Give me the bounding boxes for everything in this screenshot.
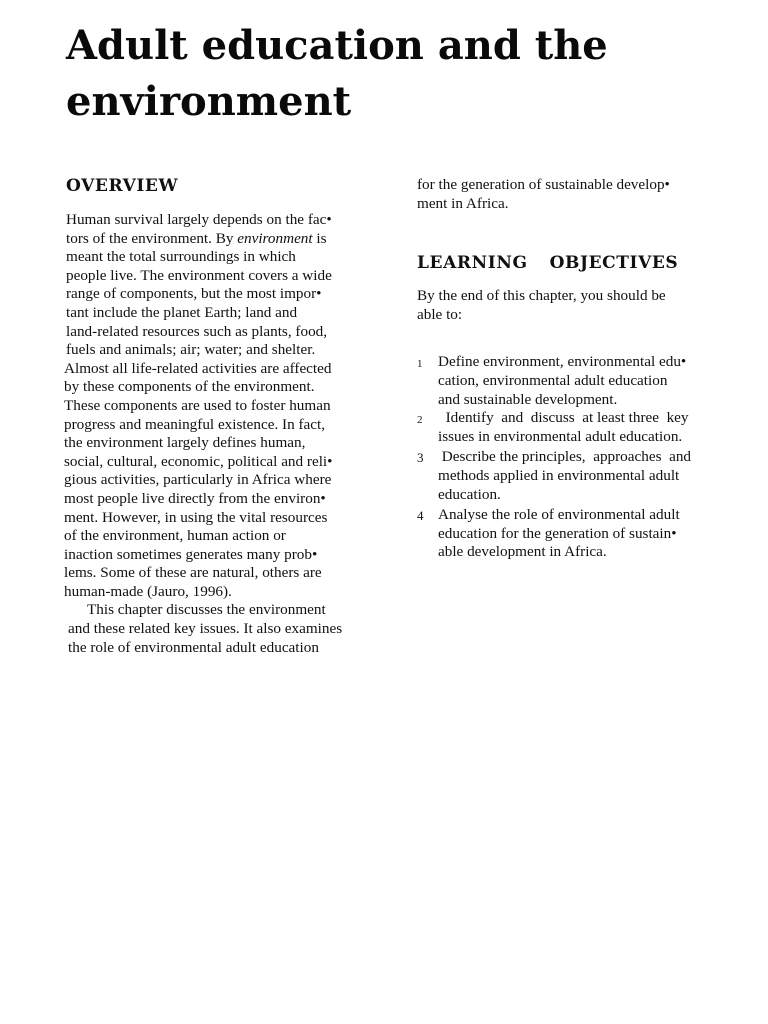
learning-objectives-heading: [417, 251, 735, 275]
text-line: By the end of this chapter, you should be: [417, 287, 666, 305]
text-line: education.: [438, 485, 501, 503]
text-line: [66, 230, 384, 249]
text-line: meant the total surroundings in which: [66, 248, 296, 266]
text-line: methods applied in environmental adult: [438, 466, 680, 484]
text-line: human-made (Jauro, 1996).: [64, 582, 232, 600]
text-line: ment in Africa.: [417, 194, 509, 212]
overview-heading: OVERVIEW: [66, 176, 179, 196]
right-column: [417, 176, 735, 562]
text-line: and these related key issues. It also examines: [68, 620, 343, 638]
text-line: able development in Africa.: [438, 543, 607, 561]
text-line: progress and meaningful existence. In fact,: [64, 415, 326, 433]
text-line: education for the generation of sustain•: [438, 524, 677, 542]
text-line: issues in environmental adult education.: [438, 427, 683, 445]
text-line: land-related resources such as plants, food,: [66, 322, 328, 340]
text-line: the role of environmental adult education: [68, 638, 319, 656]
text-line: most people live directly from the environ•: [64, 489, 326, 507]
chapter-title-line-1: Adult education and the: [66, 22, 608, 69]
objective-item: [417, 353, 735, 409]
text-line: Almost all life-related activities are affected: [64, 359, 332, 377]
text-line: of the environment, human action or: [64, 527, 286, 545]
objective-item: [417, 448, 735, 504]
left-column: [66, 174, 384, 657]
text-line: gious activities, particularly in Africa where: [64, 471, 332, 489]
objective-item: [417, 506, 735, 562]
objectives-intro: [417, 287, 735, 324]
objectives-list: [417, 353, 735, 562]
objective-number: 4: [417, 508, 424, 524]
objective-item: [417, 409, 735, 446]
text-line: lems. Some of these are natural, others are: [64, 564, 322, 582]
text-line: Identify and discuss at least three key: [438, 409, 689, 427]
text-line: Define environment, environmental edu•: [438, 353, 687, 371]
text-line: Analyse the role of environmental adult: [438, 506, 680, 524]
text-line: cation, environmental adult education: [438, 371, 668, 389]
text-segment: tors of the environment. By: [66, 229, 238, 247]
text-line: people live. The environment covers a wide: [66, 266, 332, 284]
heading-word: LEARNING: [417, 253, 528, 274]
objective-number: 1: [417, 358, 423, 371]
text-line: inaction sometimes generates many prob•: [64, 545, 318, 563]
objective-number: 3: [417, 450, 424, 466]
text-line: This chapter discusses the environment: [87, 601, 326, 619]
text-line: Describe the principles, approaches and: [438, 448, 692, 466]
text-line: and sustainable development.: [438, 390, 618, 408]
heading-word: OBJECTIVES: [549, 253, 679, 274]
text-line: Human survival largely depends on the fac•: [66, 211, 332, 228]
continued-paragraph: [417, 176, 735, 213]
text-segment: is: [312, 229, 327, 247]
text-line: the environment largely defines human,: [64, 434, 306, 452]
chapter-title: [66, 18, 706, 130]
text-line: by these components of the environment.: [64, 378, 315, 396]
text-line: fuels and animals; air; water; and shelter.: [66, 341, 316, 359]
text-line: social, cultural, economic, political and reli•: [64, 452, 333, 470]
text-line: for the generation of sustainable develop•: [417, 176, 670, 193]
text-line: able to:: [417, 305, 463, 323]
text-line: ment. However, in using the vital resources: [64, 508, 328, 526]
text-line: range of components, but the most impor•: [66, 285, 322, 303]
text-line: tant include the planet Earth; land and: [66, 303, 298, 321]
overview-paragraph: [66, 211, 384, 657]
objective-number: 2: [417, 414, 423, 427]
chapter-title-line-2: environment: [66, 78, 352, 125]
italic-term: environment: [237, 229, 313, 247]
text-line: These components are used to foster human: [64, 396, 331, 414]
